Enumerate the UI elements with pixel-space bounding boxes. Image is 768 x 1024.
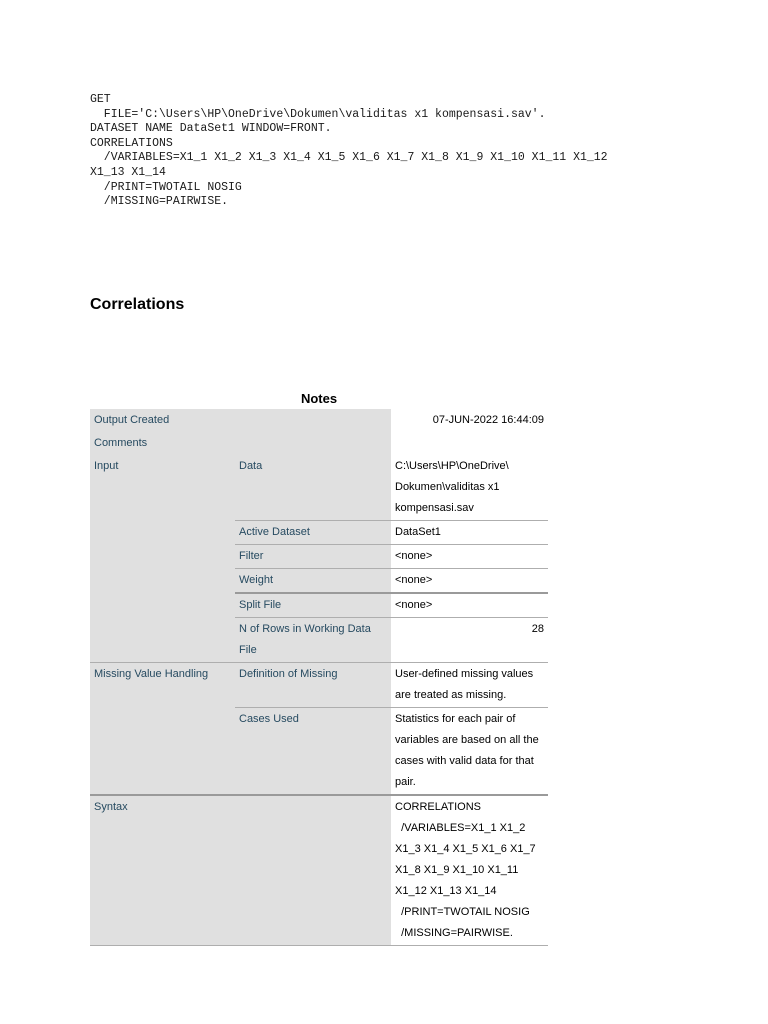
- missing-value-handling-label: Missing Value Handling: [90, 663, 235, 796]
- cases-used-value: Statistics for each pair of variables are based on all the cases with valid data for that pair.: [391, 708, 548, 796]
- syntax-value-line: X1_8 X1_9 X1_10 X1_11: [395, 864, 519, 876]
- table-row: [90, 795, 548, 946]
- syntax-line: CORRELATIONS: [90, 136, 173, 150]
- filter-value: <none>: [391, 545, 548, 569]
- table-row: [90, 432, 548, 455]
- syntax-value: [391, 795, 548, 946]
- filter-label: Filter: [235, 545, 391, 569]
- comments-value: [391, 432, 548, 455]
- data-value: C:\Users\HP\OneDrive\ Dokumen\validitas x1 kompensasi.sav: [391, 455, 548, 521]
- data-label: Data: [235, 455, 391, 521]
- syntax-value-line: X1_3 X1_4 X1_5 X1_6 X1_7: [395, 843, 536, 855]
- active-dataset-label: Active Dataset: [235, 521, 391, 545]
- active-dataset-value: DataSet1: [391, 521, 548, 545]
- syntax-line: GET: [90, 93, 111, 106]
- syntax-value-line: CORRELATIONS: [395, 801, 481, 813]
- notes-table: [90, 409, 548, 946]
- comments-label: Comments: [90, 432, 391, 455]
- syntax-label: Syntax: [90, 795, 391, 946]
- definition-of-missing-value: User-defined missing values are treated as missing.: [391, 663, 548, 708]
- weight-value: <none>: [391, 569, 548, 594]
- syntax-line: /MISSING=PAIRWISE.: [90, 195, 229, 209]
- syntax-line: /VARIABLES=X1_1 X1_2 X1_3 X1_4 X1_5 X1_6 X1_7 X1_8 X1_9 X1_10 X1_11 X1_12: [90, 151, 608, 165]
- split-file-label: Split File: [235, 593, 391, 618]
- syntax-line: DATASET NAME DataSet1 WINDOW=FRONT.: [90, 122, 332, 136]
- syntax-value-line: /VARIABLES=X1_1 X1_2: [395, 822, 526, 834]
- n-rows-value: 28: [391, 618, 548, 663]
- syntax-value-line: X1_12 X1_13 X1_14: [395, 885, 497, 897]
- split-file-value: <none>: [391, 593, 548, 618]
- weight-label: Weight: [235, 569, 391, 594]
- syntax-line: FILE='C:\Users\HP\OneDrive\Dokumen\validitas x1 kompensasi.sav'.: [90, 107, 546, 121]
- output-heading: Correlations: [90, 296, 185, 313]
- table-row: [90, 455, 548, 521]
- syntax-line: X1_13 X1_14: [90, 165, 166, 179]
- input-label: Input: [90, 455, 235, 663]
- syntax-value-line: /MISSING=PAIRWISE.: [395, 927, 513, 939]
- cases-used-label: Cases Used: [235, 708, 391, 796]
- table-row: [90, 409, 548, 432]
- syntax-log: [90, 93, 608, 210]
- output-created-label: Output Created: [90, 409, 391, 432]
- syntax-line: /PRINT=TWOTAIL NOSIG: [90, 180, 242, 194]
- n-rows-label: N of Rows in Working Data File: [235, 618, 391, 663]
- syntax-value-line: /PRINT=TWOTAIL NOSIG: [395, 906, 530, 918]
- notes-table-title: Notes: [300, 391, 338, 406]
- definition-of-missing-label: Definition of Missing: [235, 663, 391, 708]
- output-created-value: 07-JUN-2022 16:44:09: [391, 409, 548, 432]
- table-row: [90, 663, 548, 708]
